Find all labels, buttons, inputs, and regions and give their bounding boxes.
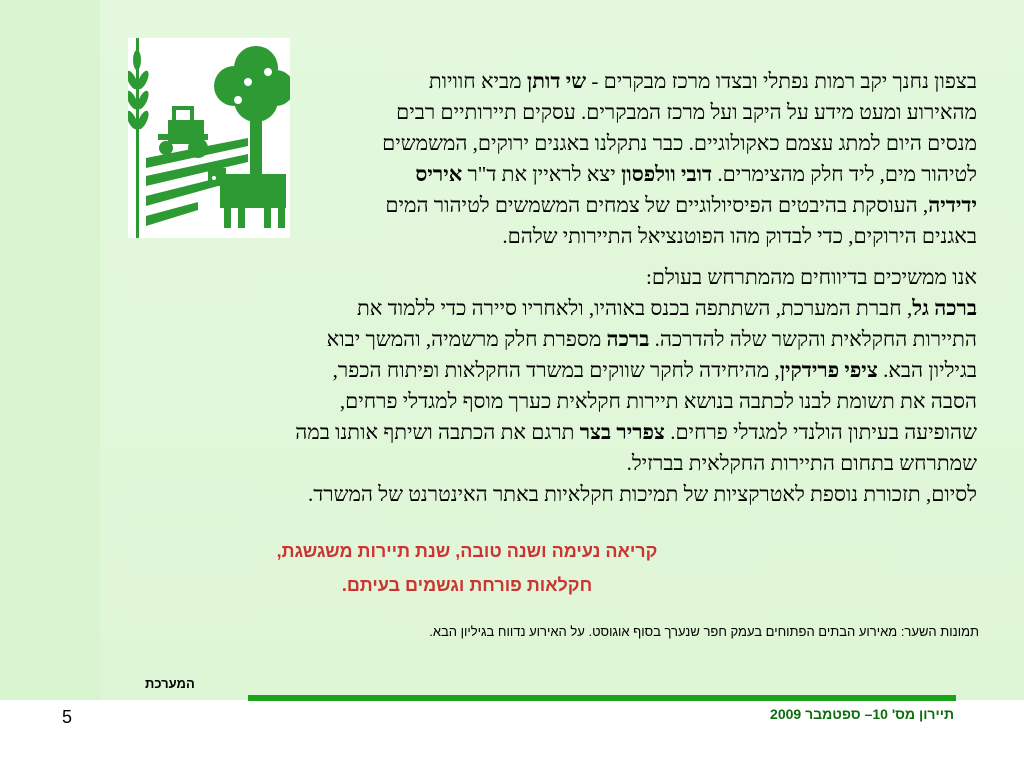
- article-paragraph-1: בצפון נחנך יקב רמות נפתלי ובצדו מרכז מבקרים - שי דותן מביא חוויות מהאירוע ומעט מידע על היקב ועל מרכז המבקרים. עסקים תיירותיים רבים מנסים היום למתג עצמם כאקולוגיים. כבר נתקלנו באגנים ירוקים, המשמשים לטיהור מים, ליד חלק מהצימרים. דובי וולפסון יצא לראיין את ד"ר איריס ידידיה, העוסקת בהיבטים הפיסיולוגיים של צמחים המשמשים לטיהור המים באגנים הירוקים, כדי לבדוק מהו הפוטנציאל התיירותי שלהם.: [382, 69, 977, 248]
- greeting-line-2: חקלאות פורחת וגשמים בעיתם.: [341, 575, 593, 595]
- footer-divider: [248, 695, 956, 701]
- cover-photo-caption: תמונות השער: מאירוע הבתים הפתוחים בעמק חפר שנערך בסוף אוגוסט. על האירוע נדווח בגיליון הבא.: [429, 624, 979, 639]
- greeting-line-1: קריאה נעימה ושנה טובה, שנת תיירות משגשגת,: [276, 541, 658, 561]
- editorial-signature: המערכת: [145, 676, 195, 691]
- page-number: 5: [62, 707, 73, 727]
- article-paragraph-2: אנו ממשיכים בדיווחים מהמתרחש בעולם: ברכה גל, חברת המערכת, השתתפה בכנס באוהיו, ולאחריו סיירה כדי ללמוד את התיירות החקלאית והקשר שלה להדרכה. ברכה מספרת חלק מרשמיה, והמשך יבוא בגיליון הבא. ציפי פרידקין, מהיחידה לחקר שווקים במשרד החקלאות ופיתוח הכפר, הסבה את תשומת לבנו לכתבה בנושא תיירות חקלאית כערך מוסף למגדלי פרחים, שהופיעה בעיתון הולנדי למגדלי פרחים. צפריר בצר תרגם את הכתבה ושיתף אותנו במה שמתרחש בתחום התיירות החקלאית בברזיל. לסיום, תזכורת נוספת לאטרקציות של תמיכות חקלאיות באתר האינטרנט של המשרד.: [295, 265, 977, 506]
- issue-footer: תיירון מס' 10– ספטמבר 2009: [770, 706, 954, 722]
